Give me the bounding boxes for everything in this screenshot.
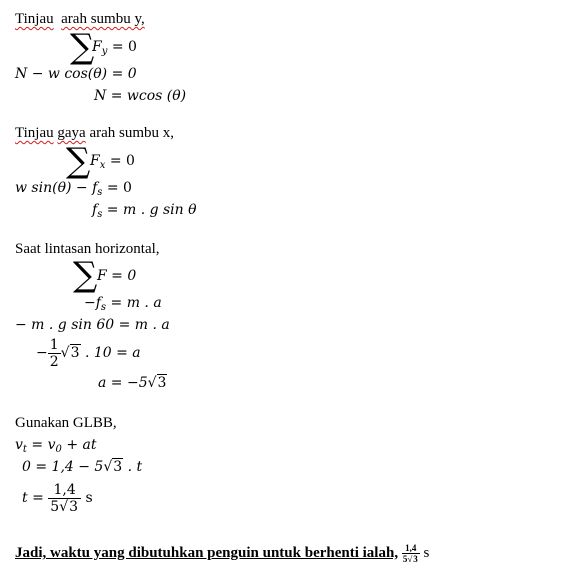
equation-t-result: t = $\frac{1,4}{5√3}$ s	[22, 481, 93, 515]
square-root: √3	[407, 554, 418, 565]
square-root: √3	[59, 498, 79, 515]
intro-glbb: Gunakan GLBB,	[15, 415, 117, 431]
fraction: $\frac{1,4}{5√3}$	[48, 482, 81, 515]
conclusion-fraction: $\frac{1,4}{5√3}$	[402, 543, 418, 565]
conclusion-text: Jadi, waktu yang dibutuhkan penguin untuk berhenti ialah,	[15, 545, 399, 561]
equation-sum-f: F = 0	[97, 268, 137, 284]
equation-fs-ma: $-f_s = m$ . a	[84, 295, 162, 313]
equation-a-result: a = −5√3	[98, 375, 167, 391]
equation-vt: $v_t = v_0$ + at	[15, 437, 97, 455]
square-root: √3	[103, 459, 123, 475]
intro-x: Tinjau gaya arah sumbu x,	[15, 125, 175, 141]
conclusion	[15, 538, 429, 568]
fraction: $\frac{1}{2}$	[49, 336, 59, 370]
sigma-symbol: ∑	[66, 141, 91, 181]
equation-wsin-fs: w $\sin(\theta) - f_s = 0$	[15, 180, 132, 198]
equation-sum-fx: $F_x = 0$	[90, 153, 135, 171]
equation-sum-fy: $F_y = 0$	[92, 39, 137, 57]
square-root: √3	[147, 375, 167, 391]
square-root: √3	[60, 345, 80, 361]
intro-horizontal: Saat lintasan horizontal,	[15, 241, 160, 257]
equation-half-root3: − $\frac{1}{2}$ √3 . 10 = a	[36, 336, 141, 370]
word-gaya: gaya	[57, 125, 86, 141]
word-tinjau: Tinjau	[15, 125, 54, 141]
equation-n-wcos: N − w cos(θ) = 0	[15, 66, 137, 82]
sigma-symbol: ∑	[70, 27, 95, 67]
conclusion-unit: s	[423, 545, 430, 561]
equation-n-result: N = wcos (θ)	[94, 88, 187, 104]
equation-zero: 0 = 1,4 − 5√3 . t	[22, 459, 143, 475]
word-arah: arah sumbu y,	[61, 11, 145, 27]
equation-fs-result: $f_s = m$ . g sin θ	[92, 202, 197, 220]
equation-mg-sin60: − m . g sin 60 = m . a	[15, 317, 170, 333]
word-tinjau: Tinjau	[15, 11, 54, 27]
intro-y	[15, 10, 145, 28]
sigma-symbol: ∑	[73, 255, 98, 295]
